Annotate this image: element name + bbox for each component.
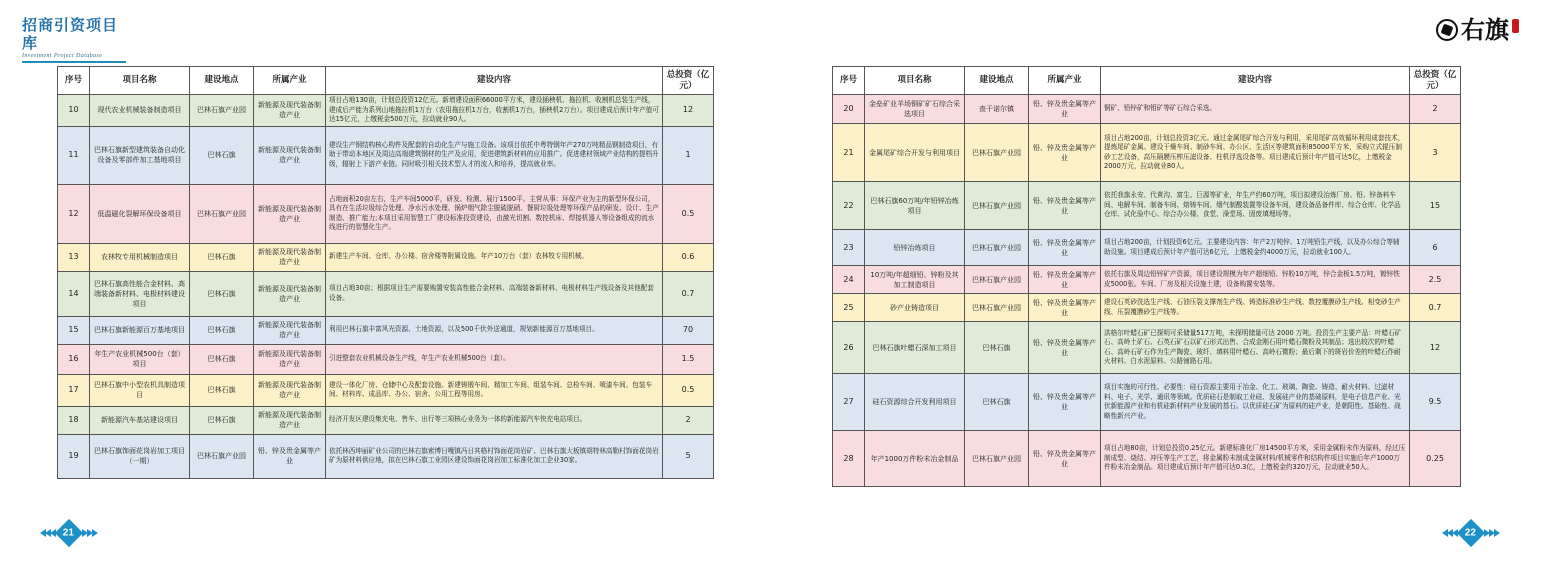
cell-project-name: 年产1000万件粉末冶金制品	[865, 431, 965, 487]
table-row	[58, 184, 714, 243]
cell-project-name: 金垒矿业羊场铜矿矿石综合采选项目	[865, 95, 965, 124]
table-row	[833, 374, 1461, 431]
cell-serial-no: 20	[833, 95, 865, 124]
brand-stamp-icon	[1512, 19, 1519, 33]
cell-industry: 铅、锌及贵金属等产业	[1029, 322, 1101, 374]
cell-location: 巴林石旗产业园	[965, 294, 1029, 322]
table-row	[58, 434, 714, 478]
cell-location: 巴林石旗产业园	[965, 230, 1029, 266]
table-row	[833, 294, 1461, 322]
table-row	[58, 243, 714, 271]
cell-location: 巴林石旗产业园	[190, 184, 254, 243]
cell-investment: 6	[1410, 230, 1461, 266]
cell-content: 项目占地200亩，计划总投资3亿元。通过金属尾矿综合开发与利用，采用尾矿高效循环利用成套技术，提炼尾矿金属。建设干燥车间、制砂车间、办公区、生活区等建筑面积85000平方米，采购立式辊压制砂工艺设备，高压隔膜压榨压滤设备、柱机浮选设备等。项目建成后预计年产值可达5亿，上缴税金2000万元，拉动就业80人。	[1101, 124, 1410, 182]
cell-content: 铜矿、铅锌矿和钼矿等矿石综合采选。	[1101, 95, 1410, 124]
cell-industry: 铅、锌及贵金属等产业	[1029, 266, 1101, 294]
cell-industry: 铅、锌及贵金属等产业	[1029, 182, 1101, 230]
cell-location: 巴林石旗	[190, 126, 254, 184]
cell-serial-no: 13	[58, 243, 90, 271]
cell-industry: 新能源及现代装备制造产业	[254, 243, 326, 271]
cell-location: 巴林石旗产业园	[965, 266, 1029, 294]
project-rows-left	[58, 95, 714, 479]
cell-serial-no: 26	[833, 322, 865, 374]
cell-industry: 新能源及现代装备制造产业	[254, 184, 326, 243]
cell-investment: 0.7	[1410, 294, 1461, 322]
cell-content: 项目占地30亩；根据项目生产需要购置安装高性能合金材料、高端装备新材料、电极材料生产线设备及其他配套设备。	[326, 271, 663, 316]
project-table-right	[832, 66, 1461, 487]
page-number-badge	[55, 519, 83, 547]
cell-serial-no: 19	[58, 434, 90, 478]
cell-project-name: 硅石资源综合开发利用项目	[865, 374, 965, 431]
cell-content: 项目占地200亩，计划投资6亿元。主要建设内容：年产2万吨锌、1万吨铅生产线，以及办公综合等辅助设施。项目建成后预计年产值可达6亿元，上缴税金约4000万元，拉动就业100人。	[1101, 230, 1410, 266]
cell-content: 新建生产车间、仓库、办公楼、宿舍楼等附属设施。年产10万台（套）农林牧专用机械。	[326, 243, 663, 271]
cell-location: 巴林石旗产业园	[965, 431, 1029, 487]
cell-serial-no: 27	[833, 374, 865, 431]
cell-project-name: 低温磁化裂解环保设备项目	[90, 184, 190, 243]
col-header-no: 序号	[58, 67, 90, 95]
cell-industry: 新能源及现代装备制造产业	[254, 271, 326, 316]
title-underline	[22, 61, 126, 63]
cell-serial-no: 24	[833, 266, 865, 294]
table-row	[58, 344, 714, 374]
cell-project-name: 金属尾矿综合开发与利用项目	[865, 124, 965, 182]
cell-content: 依托我旗永安、代黄沟、富生、巨源等矿业，年生产约60万吨，项目拟建设冶炼厂房、铅、锌备料车间、电解车间、制备车间、熔铸车间、烟气制酸装置等设备车间，建设备品备件库、综合仓库、化学品仓库、试化验中心、综合办公楼、食堂、澡堂场、固废填埋场等。	[1101, 182, 1410, 230]
cell-serial-no: 10	[58, 95, 90, 127]
cell-industry: 新能源及现代装备制造产业	[254, 316, 326, 344]
cell-investment: 2.5	[1410, 266, 1461, 294]
cell-serial-no: 18	[58, 406, 90, 434]
col-header-industry: 所属产业	[254, 67, 326, 95]
cell-location: 巴林石旗产业园	[190, 434, 254, 478]
cell-project-name: 巴林石旗60万吨/年铅锌冶炼项目	[865, 182, 965, 230]
page-number-right	[1442, 522, 1500, 544]
cell-serial-no: 25	[833, 294, 865, 322]
col-header-no: 序号	[833, 67, 865, 95]
table-row	[833, 431, 1461, 487]
cell-content: 建设一体化厂房、仓储中心及配套设施。新建铸锻车间、精加工车间、组装车间、总检车间、喷漆车间、包装车间、材料库、成品库、办公、宿舍、公用工程等用房。	[326, 374, 663, 406]
page-number-text: 21	[63, 527, 75, 539]
cell-content: 利用巴林石旗丰富风光资源、土地资源，以及500千伏外送通道，规划新能源百万基地项目。	[326, 316, 663, 344]
cell-industry: 铅、锌及贵金属等产业	[1029, 230, 1101, 266]
table-row	[58, 271, 714, 316]
page-title: 招商引资项目库	[22, 16, 119, 52]
cell-investment: 2	[1410, 95, 1461, 124]
cell-serial-no: 17	[58, 374, 90, 406]
page-number-badge	[1457, 519, 1485, 547]
cell-project-name: 巴林石旗高性能合金材料、高端装备新材料、电极材料建设项目	[90, 271, 190, 316]
table-row	[58, 126, 714, 184]
table-row	[833, 95, 1461, 124]
cell-project-name: 现代农业机械装备制造项目	[90, 95, 190, 127]
cell-serial-no: 14	[58, 271, 90, 316]
cell-serial-no: 28	[833, 431, 865, 487]
cell-content: 依托林西坤丽矿业公司的巴林右旗索博日嘎镇冯日其格村饰面花岗岩矿、巴林右旗大板镇胡特林高勒村饰面花岗岩矿为原材料供应地，拟在巴林石旗工业园区建设饰面花岗岩加工标准化加工企业30家。	[326, 434, 663, 478]
cell-project-name: 巴林石旗叶蜡石深加工项目	[865, 322, 965, 374]
cell-location: 巴林石旗	[190, 344, 254, 374]
table-row	[58, 316, 714, 344]
cell-serial-no: 23	[833, 230, 865, 266]
cell-location: 巴林石旗产业园	[965, 124, 1029, 182]
cell-project-name: 年生产农业机械500台（套）项目	[90, 344, 190, 374]
project-table-left	[57, 66, 714, 479]
cell-project-name: 巴林石旗新型建筑装备自动化设备及零部件加工基地项目	[90, 126, 190, 184]
col-header-investment: 总投资（亿元）	[1410, 67, 1461, 95]
cell-industry: 新能源及现代装备制造产业	[254, 95, 326, 127]
cell-industry: 铅、锌及贵金属等产业	[254, 434, 326, 478]
page-subtitle: Investment Project Database	[22, 53, 103, 59]
cell-industry: 铅、锌及贵金属等产业	[1029, 95, 1101, 124]
brand-name: 右旗	[1461, 15, 1509, 44]
chevron-right-icon	[92, 529, 98, 537]
cell-project-name: 巴林石旗新能源百万基地项目	[90, 316, 190, 344]
cell-content: 经济开发区建设集充电、售车、出行等三项核心业务为一体的新能源汽车快充电站项目。	[326, 406, 663, 434]
col-header-name: 项目名称	[865, 67, 965, 95]
cell-location: 巴林石旗	[190, 243, 254, 271]
cell-investment: 0.5	[663, 374, 714, 406]
col-header-content: 建设内容	[326, 67, 663, 95]
cell-serial-no: 21	[833, 124, 865, 182]
cell-serial-no: 16	[58, 344, 90, 374]
table-row	[833, 266, 1461, 294]
table-row	[833, 182, 1461, 230]
col-header-content: 建设内容	[1101, 67, 1410, 95]
col-header-name: 项目名称	[90, 67, 190, 95]
cell-investment: 0.5	[663, 184, 714, 243]
brand-logo	[1436, 14, 1519, 46]
cell-content: 项目实施的可行性、必要性：硅石资源主要用于冶金、化工、玻璃、陶瓷、铸造、耐火材料、过滤材料、电子、光学、通讯等领域。优质硅石是制取工业硅、发展硅产业的基础原料，是电子信息产业、光伏新能源产业和有机硅新材料产业发展的基石。以优质硅石矿为原料的硅产业，是朝阳性、基础性、战略性新兴产业。	[1101, 374, 1410, 431]
cell-investment: 12	[1410, 322, 1461, 374]
cell-location: 巴林石旗	[965, 322, 1029, 374]
cell-investment: 15	[1410, 182, 1461, 230]
cell-investment: 1	[663, 126, 714, 184]
cell-location: 查干诺尔镇	[965, 95, 1029, 124]
cell-investment: 0.6	[663, 243, 714, 271]
cell-serial-no: 11	[58, 126, 90, 184]
cell-content: 洪格尔叶蜡石矿已探明可采储量517万吨，未探明储量可达 2000 万吨。投资生产主要产品：叶蜡石矿石、高岭土矿石、石英石矿石以矿石形式出售、合成金刚石用叶蜡石微粉及其制品；选出较次的叶蜡石、高岭石矿石作为生产陶瓷、玻纤、填料用叶蜡石、高岭石微粉；最后剩下的斑岩价差的叶蜡石作耐火材料、白水泥原料、公路铺路石用。	[1101, 322, 1410, 374]
cell-serial-no: 12	[58, 184, 90, 243]
cell-investment: 0.7	[663, 271, 714, 316]
cell-content: 建设石英砂洗选生产线、石油压裂支撑剂生产线、铸造标准砂生产线、数控覆膜砂生产线、相变砂生产线、压裂覆膜砂生产线等。	[1101, 294, 1410, 322]
table-row	[58, 374, 714, 406]
cell-project-name: 农林牧专用机械制造项目	[90, 243, 190, 271]
cell-content: 项目占地80亩，计划总投资0.25亿元。新建标准化厂房14500平方米，采用金属粉末作为原料，经过压制成型、烧结、冲压等生产工艺，将金属粉末制成金属材料/机械零件和结构件项目实施后年产1000万件粉末冶金制品。项目建成后预计年产值可达0.3亿，上缴税金约320万元，拉动就业50人。	[1101, 431, 1410, 487]
cell-investment: 2	[663, 406, 714, 434]
cell-investment: 12	[663, 95, 714, 127]
cell-investment: 9.5	[1410, 374, 1461, 431]
cell-content: 占地面积20亩左右，生产车间5000平，研发、检测、展厅1500平。主营从事：环保产业为主的新型环保公司，具有在生活垃圾综合处理、净水污水处理、锅炉烟气除尘脱硫脱硝、餐厨垃圾处理等环保产品的研发、设计、生产制造、推广能力;本项目采用智慧工厂建设标准投资建设，由激光切割、数控机床、焊接机器人等设备组成的流水线进行的智慧化生产。	[326, 184, 663, 243]
cell-industry: 铅、锌及贵金属等产业	[1029, 294, 1101, 322]
cell-investment: 70	[663, 316, 714, 344]
project-rows-right	[833, 95, 1461, 487]
cell-project-name: 新能源汽车基站建设项目	[90, 406, 190, 434]
col-header-location: 建设地点	[965, 67, 1029, 95]
table-row	[833, 230, 1461, 266]
cell-project-name: 砂产业铸造项目	[865, 294, 965, 322]
cell-investment: 5	[663, 434, 714, 478]
table-row	[58, 95, 714, 127]
table-row	[58, 406, 714, 434]
cell-project-name: 巴林石旗中小型农机具制造项目	[90, 374, 190, 406]
cell-industry: 新能源及现代装备制造产业	[254, 374, 326, 406]
cell-location: 巴林石旗	[190, 316, 254, 344]
cell-serial-no: 15	[58, 316, 90, 344]
page-number-left	[40, 522, 98, 544]
col-header-location: 建设地点	[190, 67, 254, 95]
cell-project-name: 10万吨/年超细铅、锌粉及其加工制造项目	[865, 266, 965, 294]
chevron-right-icon	[1494, 529, 1500, 537]
col-header-industry: 所属产业	[1029, 67, 1101, 95]
cell-content: 建设生产钢结构核心构件及配套的自动化生产与施工设备。该项目依托中粤特钢年产270万吨精品钢制造项目，有助于带动本地区及周边高端建筑钢材的生产及应用，促进建筑新材料的应用推广。促进建材领域产业结构的提档升级，辐射上下游产业链。同时吸引相关技术型人才的流入和培养，提高就业率。	[326, 126, 663, 184]
cell-project-name: 铅锌冶炼项目	[865, 230, 965, 266]
cell-industry: 铅、锌及贵金属等产业	[1029, 374, 1101, 431]
cell-location: 巴林石旗	[190, 271, 254, 316]
cell-industry: 新能源及现代装备制造产业	[254, 126, 326, 184]
cell-investment: 3	[1410, 124, 1461, 182]
cell-industry: 新能源及现代装备制造产业	[254, 406, 326, 434]
cell-location: 巴林石旗	[190, 374, 254, 406]
col-header-investment: 总投资（亿元）	[663, 67, 714, 95]
cell-content: 引进整套农业机械设备生产线，年生产农业机械500台（套）。	[326, 344, 663, 374]
database-title-block	[22, 16, 132, 63]
cell-content: 项目占地130亩，计划总投资12亿元。新增建设面积66000平方米，建设插秧机、拖拉机、收割机总装生产线，建成后产能为系列山地拖拉机1万台（农用拖拉机1万台，收割机1万台，插秧机2万台）。项目建成后预计年产值可达15亿元，上缴税金500万元，拉动就业90人。	[326, 95, 663, 127]
page-number-text: 22	[1465, 527, 1477, 539]
cell-serial-no: 22	[833, 182, 865, 230]
cell-investment: 0.25	[1410, 431, 1461, 487]
cell-investment: 1.5	[663, 344, 714, 374]
table-row	[833, 322, 1461, 374]
cell-location: 巴林石旗产业园	[965, 182, 1029, 230]
cell-content: 依托右旗及周边铅锌矿产资源，项目建设规模为年产超细铅、锌粉10万吨，锌合金板1.5万吨，镀锌铁皮5000张。车间、厂房及相关设施土建，设备购置安装等。	[1101, 266, 1410, 294]
brand-seal-icon	[1436, 19, 1458, 41]
cell-project-name: 巴林石旗饰面花岗岩加工项目（一期）	[90, 434, 190, 478]
cell-location: 巴林石旗	[190, 406, 254, 434]
cell-location: 巴林石旗产业园	[190, 95, 254, 127]
cell-location: 巴林石旗	[965, 374, 1029, 431]
cell-industry: 新能源及现代装备制造产业	[254, 344, 326, 374]
table-header-row	[58, 67, 714, 95]
cell-industry: 铅、锌及贵金属等产业	[1029, 431, 1101, 487]
table-row	[833, 124, 1461, 182]
cell-industry: 铅、锌及贵金属等产业	[1029, 124, 1101, 182]
table-header-row	[833, 67, 1461, 95]
